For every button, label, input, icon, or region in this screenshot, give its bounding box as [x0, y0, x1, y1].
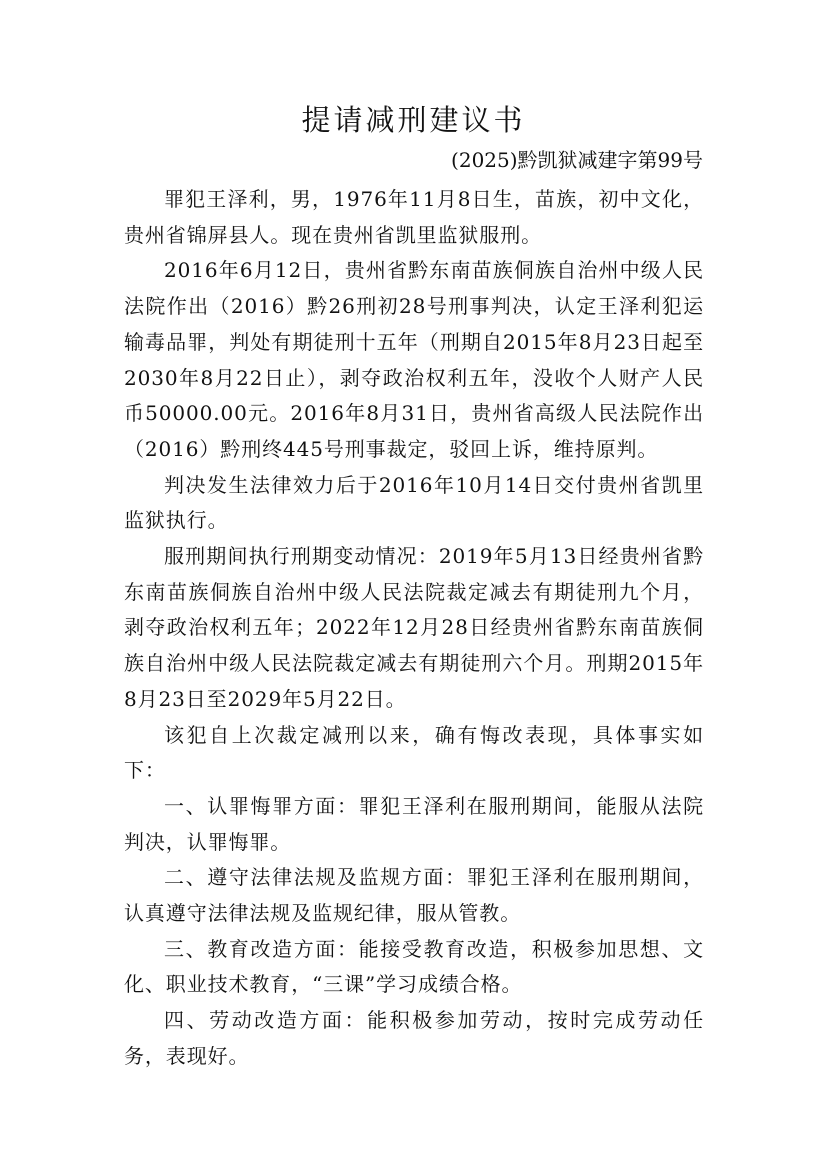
paragraph-plea: 一、认罪悔罪方面：罪犯王泽利在服刑期间，能服从法院判决，认罪悔罪。: [124, 793, 704, 854]
paragraph-discipline: 二、遵守法律法规及监规方面：罪犯王泽利在服刑期间，认真遵守法律法规及监规纪律，服从管教。: [124, 865, 704, 926]
paragraph-repentance-intro: 该犯自上次裁定减刑以来，确有悔改表现，具体事实如下：: [124, 722, 704, 783]
paragraph-labor: 四、劳动改造方面：能积极参加劳动，按时完成劳动任务，表现好。: [124, 1008, 704, 1068]
paragraph-judgment: 2016年6月12日，贵州省黔东南苗族侗族自治州中级人民法院作出（2016）黔26刑初28号刑事判决，认定王泽利犯运输毒品罪，判处有期徒刑十五年（刑期自2015年8月23日起至2030年8月22日止），剥夺政治权利五年，没收个人财产人民币50000.00元。2016年8月31日，贵州省高级人民法院作出（2016）黔刑终445号刑事裁定，驳回上诉，维持原判。: [124, 258, 704, 461]
paragraph-sentence-changes: 服刑期间执行刑期变动情况：2019年5月13日经贵州省黔东南苗族侗族自治州中级人民法院裁定减去有期徒刑九个月，剥夺政治权利五年；2022年12月28日经贵州省黔东南苗族侗族自治州中级人民法院裁定减去有期徒刑六个月。刑期2015年8月23日至2029年5月22日。: [124, 544, 704, 711]
document-body: [124, 182, 704, 1075]
document-title: 提请减刑建议书: [301, 103, 526, 137]
document-number: (2025)黔凯狱减建字第99号: [451, 148, 703, 172]
paragraph-identity: 罪犯王泽利，男，1976年11月8日生，苗族，初中文化，贵州省锦屏县人。现在贵州省凯里监狱服刑。: [124, 187, 704, 247]
paragraph-execution: 判决发生法律效力后于2016年10月14日交付贵州省凯里监狱执行。: [124, 472, 704, 533]
paragraph-education: 三、教育改造方面：能接受教育改造，积极参加思想、文化、职业技术教育，“三课”学习成绩合格。: [124, 936, 704, 997]
